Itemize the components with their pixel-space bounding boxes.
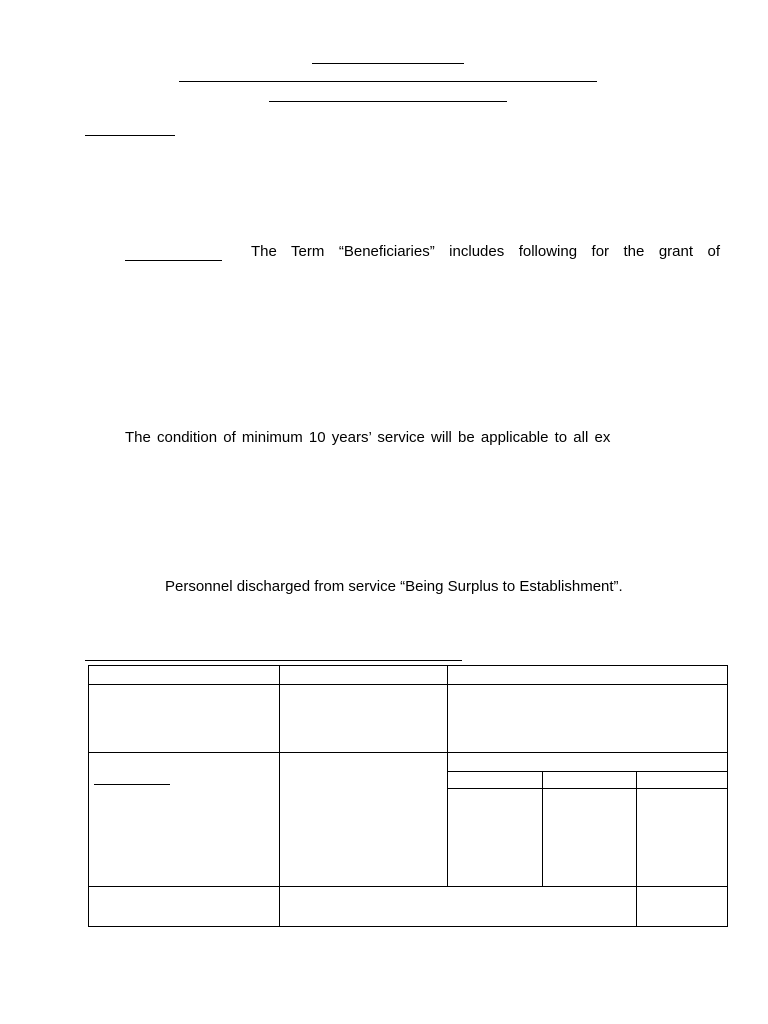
beneficiaries-paragraph: The Term “Beneficiaries” includes following for the grant of xyxy=(251,243,720,260)
table-subcol-divider-2 xyxy=(636,771,637,927)
beneficiaries-table xyxy=(88,665,728,927)
table-border-left xyxy=(88,665,89,927)
section-heading-line xyxy=(85,135,175,136)
cell-heading-line xyxy=(94,784,170,785)
title-line-2 xyxy=(179,81,597,82)
table-border-bottom xyxy=(88,926,728,927)
surplus-personnel-paragraph: Personnel discharged from service “Being Surplus to Establishment”. xyxy=(165,578,623,595)
table-col-divider-1 xyxy=(279,665,280,927)
table-subcol-divider-1 xyxy=(542,771,543,887)
table-col-divider-2 xyxy=(447,665,448,887)
clause-number-line xyxy=(125,260,222,261)
table-row-divider-1 xyxy=(88,752,728,753)
title-line-1 xyxy=(312,63,464,64)
service-condition-paragraph: The condition of minimum 10 years’ service will be applicable to all ex xyxy=(125,429,611,446)
title-line-3 xyxy=(269,101,507,102)
table-row-divider-2 xyxy=(88,886,728,887)
table-header-divider xyxy=(88,684,728,685)
table-subheader-divider-1 xyxy=(447,771,728,772)
table-border-top xyxy=(88,665,728,666)
table-subheader-divider-2 xyxy=(447,788,728,789)
table-heading-line xyxy=(85,660,462,661)
table-border-right xyxy=(727,665,728,927)
